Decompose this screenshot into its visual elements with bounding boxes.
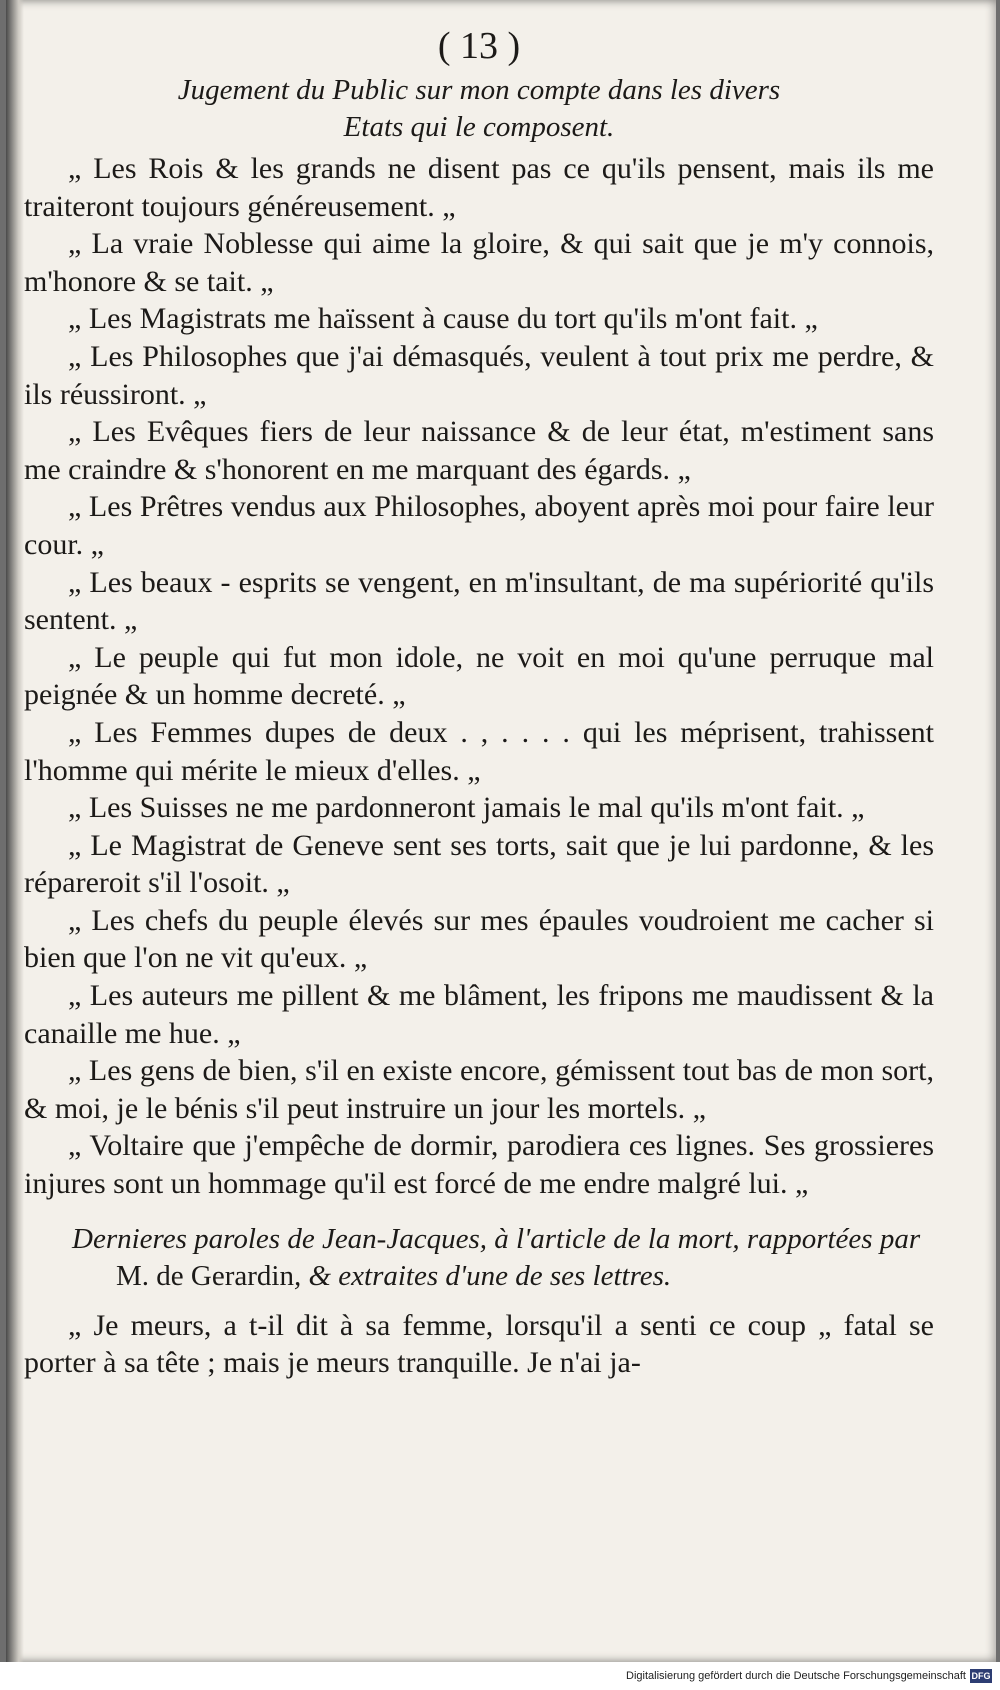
section-heading-line-2: Etats qui le composent.	[343, 111, 615, 143]
paragraph-gens-de-bien: „ Les gens de bien, s'il en existe encore, gémissent tout bas de mon sort, & moi, je le bénis s'il peut instruire un jour les mortels. „	[24, 1054, 934, 1125]
paragraph-voltaire: „ Voltaire que j'empêche de dormir, parodiera ces lignes. Ses grossieres injures sont un hommage qu'il est forcé de me endre malgré lui. „	[24, 1129, 934, 1201]
digitization-credit: Digitalisierung gefördert durch die Deutsche Forschungsgemeinschaft	[626, 1670, 966, 1682]
paragraph-auteurs: „ Les auteurs me pillent & me blâment, les fripons me maudissent & la canaille me hue. „	[24, 979, 934, 1050]
paragraph-geneve: „ Le Magistrat de Geneve sent ses torts, sait que je lui pardonne, & les répareroit s'il l'osoit. „	[24, 828, 934, 900]
paragraph-beaux-esprits: „ Les beaux - esprits se vengent, en m'insultant, de ma supériorité qu'ils sentent. „	[24, 565, 934, 637]
paragraph-magistrats: „ Les Magistrats me haïssent à cause du tort qu'ils m'ont fait. „	[68, 302, 818, 336]
paragraph-peuple: „ Le peuple qui fut mon idole, ne voit en moi qu'une perruque mal peignée & un homme decreté. „	[24, 640, 934, 712]
paragraph-eveques: „ Les Evêques fiers de leur naissance & de leur état, m'estiment sans me craindre & s'honorent en me marquant des égards. „	[24, 415, 934, 486]
paragraph-noblesse: „ La vraie Noblesse qui aime la gloire, & qui sait que je m'y connois, m'honore & se tait. „	[24, 227, 934, 298]
section-heading-line-1: Jugement du Public sur mon compte dans les divers	[177, 74, 781, 106]
paragraph-dernieres-paroles: „ Je meurs, a t-il dit à sa femme, lorsqu'il a senti ce coup „ fatal se porter à sa tête ; mais je meurs tranquille. Je n'ai ja-	[24, 1308, 934, 1380]
paragraph-pretres: „ Les Prêtres vendus aux Philosophes, aboyent après moi pour faire leur cour. „	[24, 490, 934, 561]
section-heading	[24, 72, 934, 146]
paragraph-rois: „ Les Rois & les grands ne disent pas ce qu'ils pensent, mais ils me traiteront toujours généreusement. „	[24, 152, 934, 223]
caption-text-name: M. de Gerardin	[116, 1259, 294, 1292]
page-gutter-shadow	[6, 0, 24, 1662]
page-text-block	[24, 22, 934, 1382]
paragraph-suisses: „ Les Suisses ne me pardonneront jamais le mal qu'ils m'ont fait. „	[68, 791, 865, 825]
paragraph-femmes: „ Les Femmes dupes de deux . , . . . . qui les méprisent, trahissent l'homme qui mérite le mieux d'elles. „	[24, 715, 934, 787]
page-number: ( 13 )	[437, 25, 521, 67]
book-page	[6, 0, 996, 1662]
paragraph-chefs: „ Les chefs du peuple élevés sur mes épaules voudroient me cacher si bien que l'on ne vit qu'eux. „	[24, 903, 934, 975]
caption-text-1: Dernieres paroles de Jean-Jacques, à l'article de la mort, rapportées par	[72, 1222, 921, 1255]
dfg-logo-icon: DFG	[971, 1671, 991, 1681]
paragraph-philosophes: „ Les Philosophes que j'ai démasqués, veulent à tout prix me perdre, & ils réussiront. „	[24, 339, 934, 411]
section-caption	[72, 1221, 934, 1295]
caption-text-2: , & extraites d'une de ses lettres.	[293, 1259, 672, 1292]
